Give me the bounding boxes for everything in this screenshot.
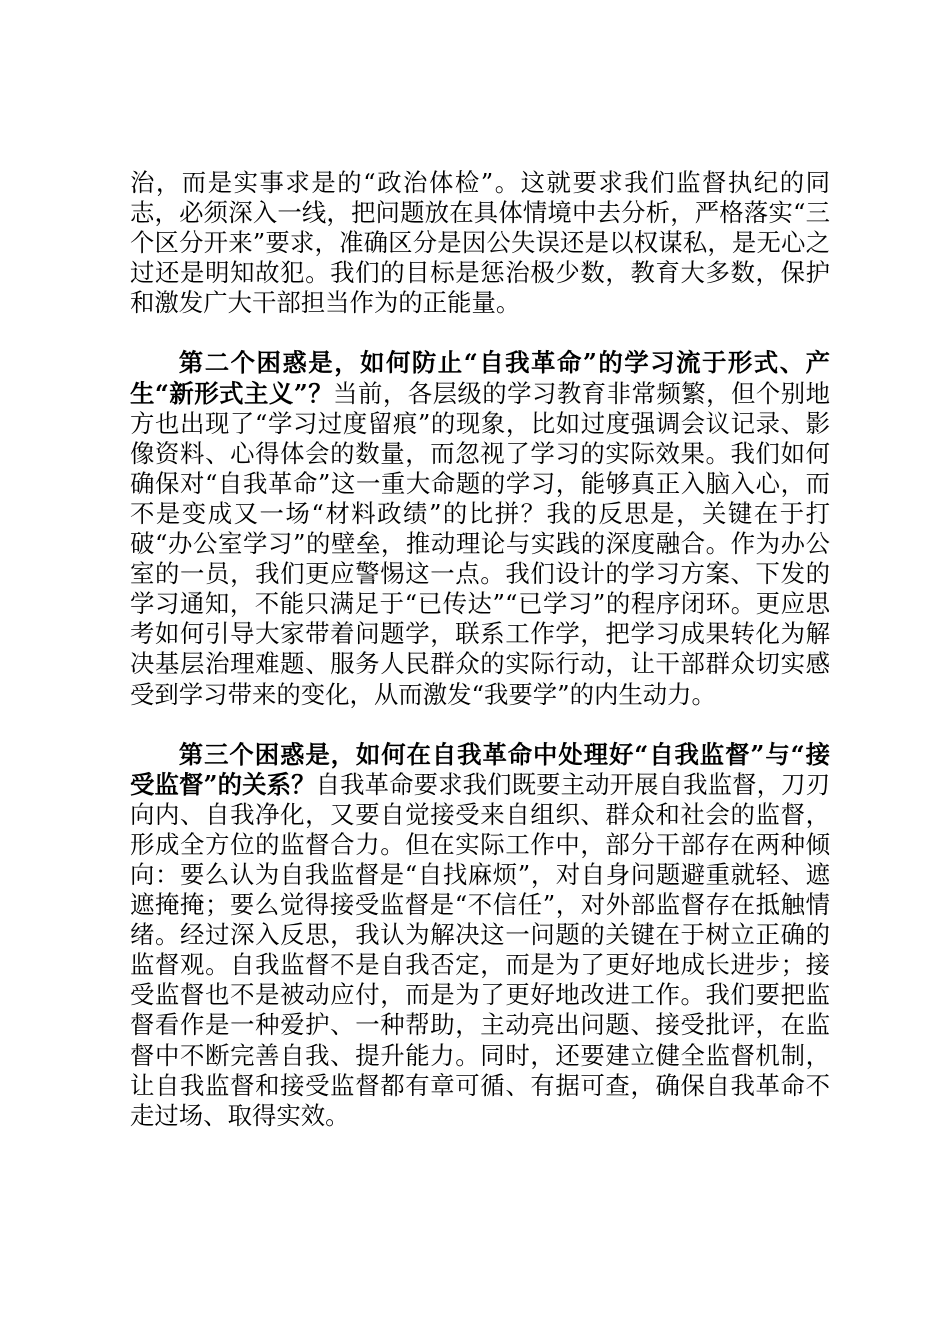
paragraph-text: 治，而是实事求是的“政治体检”。这就要求我们监督执纪的同志，必须深入一线，把问题放在具体情境中去分析，严格落实“三个区分开来”要求，准确区分是因公失误还是以权谋私，是无心之过还是明知故犯。我们的目标是惩治极少数，教育大多数，保护和激发广大干部担当作为的正能量。 (130, 168, 830, 318)
document-body (130, 168, 830, 1161)
paragraph-text: 自我革命要求我们既要主动开展自我监督，刀刃向内、自我净化，又要自觉接受来自组织、群众和社会的监督，形成全方位的监督合力。但在实际工作中，部分干部存在两种倾向：要么认为自我监督是“自找麻烦”，对自身问题避重就轻、遮遮掩掩；要么觉得接受监督是“不信任”，对外部监督存在抵触情绪。经过深入反思，我认为解决这一问题的关键在于树立正确的监督观。自我监督不是自我否定，而是为了更好地成长进步；接受监督也不是被动应付，而是为了更好地改进工作。我们要把监督看作是一种爱护、一种帮助，主动亮出问题、接受批评，在监督中不断完善自我、提升能力。同时，还要建立健全监督机制，让自我监督和接受监督都有章可循、有据可查，确保自我革命不走过场、取得实效。 (130, 769, 830, 1130)
paragraph-continuation (130, 168, 830, 318)
paragraph-lead-heading: 第三个困惑是，如何在自我革命中处理好“自我监督”与“接受监督”的关系？ (130, 739, 830, 799)
paragraph-second-confusion (130, 348, 830, 709)
paragraph-text: 当前，各层级的学习教育非常频繁，但个别地方也出现了“学习过度留痕”的现象，比如过度强调会议记录、影像资料、心得体会的数量，而忽视了学习的实际效果。我们如何确保对“自我革命”这一重大命题的学习，能够真正入脑入心，而不是变成又一场“材料政绩”的比拼？我的反思是，关键在于打破“办公室学习”的壁垒，推动理论与实践的深度融合。作为办公室的一员，我们更应警惕这一点。我们设计的学习方案、下发的学习通知，不能只满足于“已传达”“已学习”的程序闭环。更应思考如何引导大家带着问题学，联系工作学，把学习成果转化为解决基层治理难题、服务人民群众的实际行动，让干部群众切实感受到学习带来的变化，从而激发“我要学”的内生动力。 (130, 378, 830, 709)
paragraph-lead-heading: 第二个困惑是，如何防止“自我革命”的学习流于形式、产生“新形式主义”？ (130, 348, 830, 408)
paragraph-third-confusion (130, 740, 830, 1131)
